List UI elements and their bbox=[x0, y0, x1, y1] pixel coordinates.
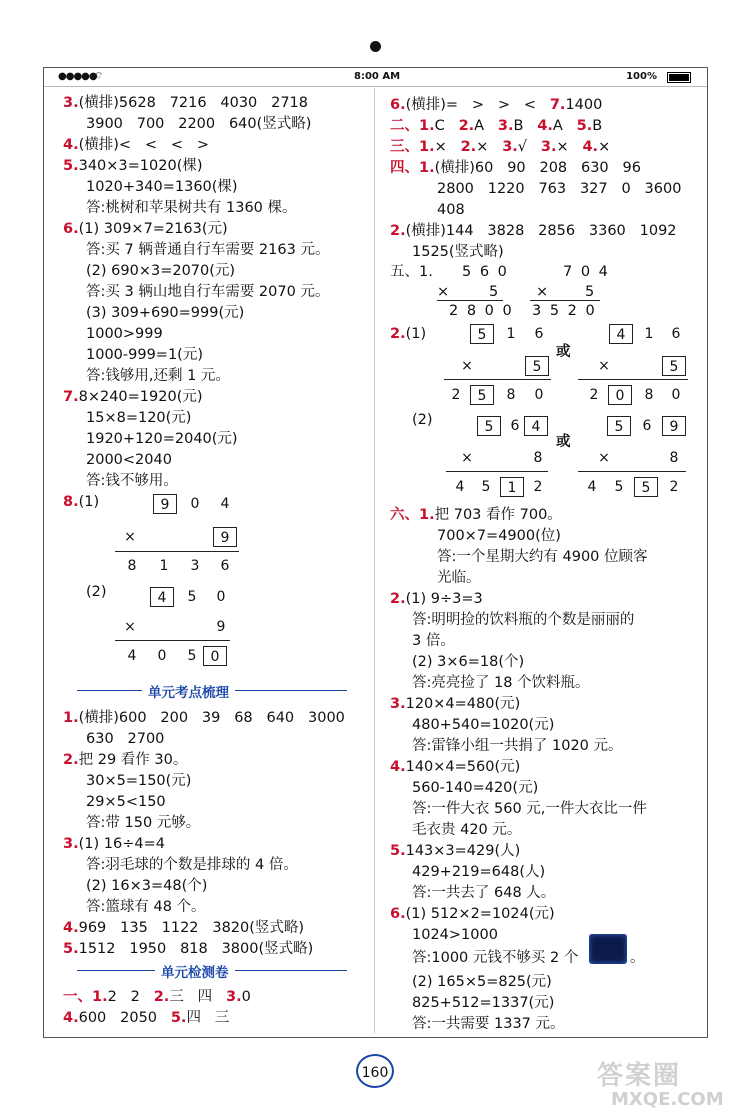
times-sign: × bbox=[461, 450, 473, 466]
digit: 6 bbox=[220, 558, 230, 574]
answer-line: (2) 3×6=18(个) bbox=[412, 654, 525, 670]
times-sign: × bbox=[461, 358, 473, 374]
answer-digit-box: 5 bbox=[525, 356, 549, 376]
wifi-icon: ⌔ bbox=[94, 71, 104, 82]
answer-digit-box: 5 bbox=[607, 416, 631, 436]
answer-line: 2.(1) 9÷3=3 bbox=[390, 591, 483, 607]
answer-line: 四、1.(横排)60 90 208 630 96 bbox=[390, 160, 641, 176]
answer-line: 三、1.× 2.× 3.√ 3.× 4.× bbox=[390, 139, 611, 155]
answer-line: 825+512=1337(元) bbox=[412, 995, 555, 1011]
times-sign: × bbox=[124, 619, 136, 635]
answer-line: 5.143×3=429(人) bbox=[390, 843, 521, 859]
answer-digit-box: 9 bbox=[153, 494, 177, 514]
digit: 1 bbox=[159, 558, 169, 574]
calc-line bbox=[578, 471, 686, 472]
digit: 5 bbox=[614, 479, 624, 495]
digit: 5 bbox=[187, 589, 197, 605]
answer-line: 答:明明捡的饮料瓶的个数是丽丽的 bbox=[412, 612, 635, 628]
digit: 1 bbox=[644, 326, 654, 342]
calc-line bbox=[444, 379, 551, 380]
section-title: 单元考点梳理 bbox=[142, 681, 235, 701]
digit: 4 bbox=[587, 479, 597, 495]
answer-line: 3.120×4=480(元) bbox=[390, 696, 521, 712]
digit: 8 bbox=[506, 387, 516, 403]
answer-line: 答:一个星期大约有 4900 位顾客 bbox=[437, 549, 648, 565]
answer-line: 8.(1) bbox=[63, 494, 100, 510]
column-divider bbox=[374, 88, 375, 1033]
calc-row: 5 bbox=[489, 284, 499, 300]
digit: 0 bbox=[190, 496, 200, 512]
answer-line: 429+219=648(人) bbox=[412, 864, 546, 880]
answer-digit-box: 4 bbox=[609, 324, 633, 344]
answer-line: 答:桃树和苹果树共有 1360 棵。 bbox=[86, 200, 297, 216]
answer-digit-box: 0 bbox=[203, 646, 227, 666]
answer-digit-box: 1 bbox=[500, 477, 524, 497]
answer-line: 二、1.C 2.A 3.B 4.A 5.B bbox=[390, 118, 603, 134]
digit: 0 bbox=[534, 387, 544, 403]
answer-line: 408 bbox=[437, 202, 465, 218]
answer-line: 光临。 bbox=[437, 570, 481, 586]
answer-digit-box: 4 bbox=[524, 416, 548, 436]
digit: 4 bbox=[220, 496, 230, 512]
answer-line: 2.(横排)144 3828 2856 3360 1092 bbox=[390, 223, 677, 239]
answer-digit-box: 9 bbox=[662, 416, 686, 436]
answer-line: 六、1.把 703 看作 700。 bbox=[390, 507, 562, 523]
digit: 3 bbox=[190, 558, 200, 574]
status-time: 8:00 AM bbox=[354, 71, 401, 82]
digit: 6 bbox=[510, 418, 520, 434]
digit: 0 bbox=[157, 648, 167, 664]
digit: 2 bbox=[451, 387, 461, 403]
times-sign: × bbox=[536, 284, 549, 300]
answer-line: 1000-999=1(元) bbox=[86, 347, 203, 363]
answer-line: 5.1512 1950 818 3800(竖式略) bbox=[63, 941, 314, 957]
digit: 9 bbox=[216, 619, 226, 635]
calc-row: 5 6 0 bbox=[462, 264, 509, 280]
answer-line: 答:钱够用,还剩 1 元。 bbox=[86, 368, 230, 384]
answer-line: 30×5=150(元) bbox=[86, 773, 192, 789]
digit: 0 bbox=[671, 387, 681, 403]
answer-line: 答:一共需要 1337 元。 bbox=[412, 1016, 565, 1032]
answer-line: 4.600 2050 5.四 三 bbox=[63, 1010, 230, 1026]
answer-digit-box: 0 bbox=[608, 385, 632, 405]
digit: 2 bbox=[669, 479, 679, 495]
answer-digit-box: 9 bbox=[213, 527, 237, 547]
answer-line: (2) bbox=[86, 584, 107, 600]
answer-line: 480+540=1020(元) bbox=[412, 717, 555, 733]
digit: 1 bbox=[506, 326, 516, 342]
answer-digit-box: 5 bbox=[662, 356, 686, 376]
status-bar bbox=[44, 68, 707, 87]
answer-line: 答:一共去了 648 人。 bbox=[412, 885, 556, 901]
answer-line: (3) 309+690=999(元) bbox=[86, 305, 245, 321]
answer-line: 答:钱不够用。 bbox=[86, 473, 178, 489]
answer-line: 5.340×3=1020(棵) bbox=[63, 158, 203, 174]
times-sign: × bbox=[124, 529, 136, 545]
answer-line: 答:一件大衣 560 元,一件大衣比一件 bbox=[412, 801, 647, 817]
digit: 5 bbox=[481, 479, 491, 495]
answer-line: 6.(横排)= > > < 7.1400 bbox=[390, 97, 603, 113]
answer-line: (2) 16×3=48(个) bbox=[86, 878, 208, 894]
digit: 6 bbox=[534, 326, 544, 342]
digit: 2 bbox=[589, 387, 599, 403]
digit: 8 bbox=[669, 450, 679, 466]
answer-line: 五、1. bbox=[390, 264, 433, 280]
calc-row: 2 8 0 0 bbox=[449, 303, 514, 319]
answer-line: 答:买 7 辆普通自行车需要 2163 元。 bbox=[86, 242, 330, 258]
digit: 4 bbox=[455, 479, 465, 495]
answer-line: 700×7=4900(位) bbox=[437, 528, 561, 544]
answer-line: 3900 700 2200 640(竖式略) bbox=[86, 116, 312, 132]
digit: 2 bbox=[533, 479, 543, 495]
digit: 4 bbox=[127, 648, 137, 664]
calc-line bbox=[115, 640, 230, 641]
digit: 8 bbox=[644, 387, 654, 403]
answer-line: 1020+340=1360(棵) bbox=[86, 179, 238, 195]
answer-line: 毛衣贵 420 元。 bbox=[412, 822, 522, 838]
times-sign: × bbox=[598, 358, 610, 374]
calc-row: 3 5 2 0 bbox=[532, 303, 597, 319]
answer-line: 。 bbox=[630, 950, 645, 966]
answer-line: (2) 165×5=825(元) bbox=[412, 974, 552, 990]
answer-line: 1024>1000 bbox=[412, 927, 498, 943]
answer-line: 6.(1) 309×7=2163(元) bbox=[63, 221, 228, 237]
answer-line: 3.(横排)5628 7216 4030 2718 bbox=[63, 95, 309, 111]
answer-line: 2000<2040 bbox=[86, 452, 172, 468]
calc-row: 5 bbox=[585, 284, 595, 300]
answer-line: 4.969 135 1122 3820(竖式略) bbox=[63, 920, 305, 936]
answer-line: 答:带 150 元够。 bbox=[86, 815, 201, 831]
digit: 5 bbox=[187, 648, 197, 664]
digit: 8 bbox=[127, 558, 137, 574]
calc-line bbox=[115, 551, 239, 552]
answer-line: 2.把 29 看作 30。 bbox=[63, 752, 188, 768]
answer-line: 1.(横排)600 200 39 68 640 3000 bbox=[63, 710, 345, 726]
digit: 6 bbox=[642, 418, 652, 434]
answer-line: 2.(1) bbox=[390, 326, 427, 342]
phone-image bbox=[589, 934, 627, 964]
answer-line: 4.140×4=560(元) bbox=[390, 759, 521, 775]
digit: 0 bbox=[216, 589, 226, 605]
watermark-url: MXQE.COM bbox=[611, 1089, 724, 1110]
watermark-logo: 答案圈 bbox=[597, 1061, 682, 1091]
device-camera bbox=[370, 41, 381, 52]
answer-line: 答:买 3 辆山地自行车需要 2070 元。 bbox=[86, 284, 330, 300]
answer-line: 答:羽毛球的个数是排球的 4 倍。 bbox=[86, 857, 298, 873]
answer-digit-box: 5 bbox=[470, 324, 494, 344]
times-sign: × bbox=[598, 450, 610, 466]
answer-line: 15×8=120(元) bbox=[86, 410, 192, 426]
calc-row: 7 0 4 bbox=[563, 264, 610, 280]
answer-line: 1920+120=2040(元) bbox=[86, 431, 238, 447]
answer-line: 一、1.2 2 2.三 四 3.0 bbox=[63, 989, 251, 1005]
answer-line: 3 倍。 bbox=[412, 633, 455, 649]
answer-line: 答:亮亮捡了 18 个饮料瓶。 bbox=[412, 675, 590, 691]
answer-line: 3.(1) 16÷4=4 bbox=[63, 836, 165, 852]
answer-digit-box: 5 bbox=[470, 385, 494, 405]
answer-line: 630 2700 bbox=[86, 731, 165, 747]
times-sign: × bbox=[437, 284, 450, 300]
digit: 6 bbox=[671, 326, 681, 342]
answer-line: 1000>999 bbox=[86, 326, 163, 342]
answer-line: 答:1000 元钱不够买 2 个 bbox=[412, 950, 579, 966]
answer-line: 答:雷锋小组一共捐了 1020 元。 bbox=[412, 738, 623, 754]
answer-line: (2) bbox=[412, 412, 433, 428]
answer-line: 答:篮球有 48 个。 bbox=[86, 899, 206, 915]
answer-line: 6.(1) 512×2=1024(元) bbox=[390, 906, 555, 922]
battery-percent: 100% bbox=[626, 71, 657, 82]
battery-icon bbox=[667, 72, 691, 83]
answer-line: 7.8×240=1920(元) bbox=[63, 389, 203, 405]
answer-line: 2800 1220 763 327 0 3600 bbox=[437, 181, 682, 197]
or-label: 或 bbox=[556, 434, 571, 450]
page-number: 160 bbox=[356, 1054, 394, 1088]
digit: 8 bbox=[533, 450, 543, 466]
answer-line: 1525(竖式略) bbox=[412, 244, 504, 260]
answer-line: (2) 690×3=2070(元) bbox=[86, 263, 236, 279]
answer-digit-box: 5 bbox=[477, 416, 501, 436]
answer-digit-box: 5 bbox=[634, 477, 658, 497]
answer-line: 560-140=420(元) bbox=[412, 780, 539, 796]
answer-line: 29×5<150 bbox=[86, 794, 166, 810]
signal-icon: ●●●●● bbox=[58, 71, 97, 82]
calc-line bbox=[446, 471, 548, 472]
answer-digit-box: 4 bbox=[150, 587, 174, 607]
section-title: 单元检测卷 bbox=[155, 961, 235, 981]
or-label: 或 bbox=[556, 344, 571, 360]
answer-line: 4.(横排)< < < > bbox=[63, 137, 210, 153]
calc-line bbox=[578, 379, 688, 380]
